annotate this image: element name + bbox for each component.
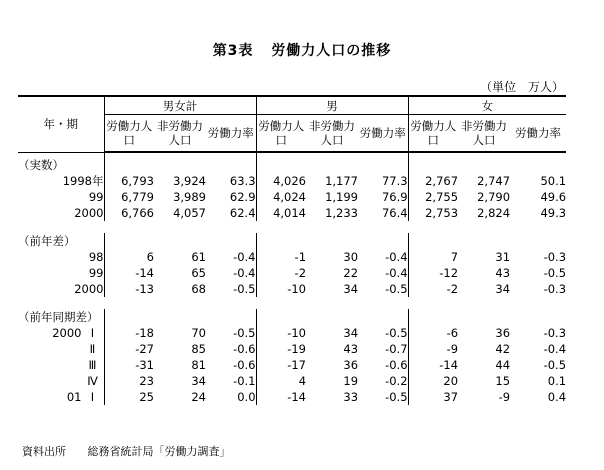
table-cell: -0.5	[233, 326, 256, 340]
table-cell: -0.6	[233, 342, 256, 356]
row-period: Ⅱ	[89, 342, 96, 356]
row-label	[18, 357, 104, 373]
column-header: 労働力人口	[104, 115, 154, 153]
table-cell: 2,753	[408, 205, 458, 221]
table-cell: 15	[495, 374, 511, 388]
table-cell: 2,755	[408, 189, 458, 205]
table-cell: -17	[256, 357, 306, 373]
row-year: 2000	[74, 206, 104, 220]
table-cell: 1,177	[325, 174, 359, 188]
table-cell: -12	[408, 265, 458, 281]
row-label	[18, 189, 104, 205]
table-cell: 42	[495, 342, 511, 356]
row-year: 99	[88, 190, 104, 204]
table-cell: 4,024	[256, 189, 306, 205]
table-row	[18, 189, 566, 205]
table-cell: 49.3	[540, 206, 567, 220]
table-cell: 6,793	[104, 173, 154, 189]
table-cell: 4	[256, 373, 306, 389]
table-cell: 2,767	[408, 173, 458, 189]
table-cell: -0.2	[385, 374, 408, 388]
row-period: Ⅲ	[88, 358, 97, 372]
table-cell: -0.5	[385, 390, 408, 404]
table-cell: -1	[256, 249, 306, 265]
table-row	[18, 249, 566, 265]
table-cell: 19	[343, 374, 359, 388]
table-cell: 25	[104, 389, 154, 405]
table-cell: -0.3	[543, 250, 567, 264]
column-header: 非労働力人口	[458, 115, 510, 153]
row-label	[18, 373, 104, 389]
group-header-total: 男女計	[104, 96, 256, 115]
table-cell: 44	[495, 358, 511, 372]
table-cell: 1,233	[325, 206, 359, 220]
row-label	[18, 281, 104, 297]
column-header: 非労働力人口	[306, 115, 358, 153]
table-cell: 36	[495, 326, 511, 340]
row-year: 98	[88, 250, 104, 264]
table-cell: 6,779	[104, 189, 154, 205]
table-cell: -0.6	[385, 358, 408, 372]
row-label	[18, 325, 104, 341]
row-year: 2000	[74, 282, 104, 296]
row-label	[18, 265, 104, 281]
column-header: 労働力人口	[408, 115, 458, 153]
table-cell: 43	[495, 266, 511, 280]
table-cell: -0.5	[233, 282, 256, 296]
row-period: Ⅰ	[90, 326, 95, 340]
table-cell: -0.5	[385, 326, 408, 340]
table-cell: 61	[191, 250, 206, 264]
table-cell: 2,747	[477, 174, 511, 188]
table-cell: 43	[343, 342, 359, 356]
table-cell: -14	[408, 357, 458, 373]
table-cell: 34	[495, 282, 511, 296]
row-label	[18, 205, 104, 221]
group-header-male: 男	[256, 96, 408, 115]
unit-note	[472, 78, 564, 95]
section-label: （実数）	[18, 157, 64, 172]
table-cell: -13	[104, 281, 154, 297]
row-period: Ⅳ	[87, 374, 98, 388]
table-number: 第3表	[212, 43, 254, 59]
row-label	[18, 389, 104, 405]
row-year: 1998年	[62, 174, 104, 188]
table-cell: -0.4	[543, 342, 567, 356]
row-year: 2000	[52, 326, 82, 340]
table-cell: -0.3	[543, 282, 567, 296]
table-cell: 3,924	[173, 174, 206, 188]
unit-label: （単位	[480, 80, 517, 94]
table-cell: 81	[191, 358, 206, 372]
table-cell: -14	[104, 265, 154, 281]
table-cell: 76.9	[381, 190, 408, 204]
table-cell: -10	[256, 325, 306, 341]
table-cell: 34	[343, 282, 359, 296]
table-cell: -9	[498, 390, 511, 404]
table-cell: 30	[343, 250, 359, 264]
column-header: 労働力人口	[256, 115, 306, 153]
table-cell: -2	[408, 281, 458, 297]
column-header: 労働力率	[206, 115, 256, 153]
table-row	[18, 373, 566, 389]
labor-force-table	[18, 95, 566, 405]
table-cell: 0.0	[237, 390, 256, 404]
table-row	[18, 281, 566, 297]
table-cell: 4,026	[256, 173, 306, 189]
group-header-female: 女	[408, 96, 566, 115]
row-label	[18, 173, 104, 189]
row-year: 01	[66, 390, 82, 404]
table-cell: 0.4	[547, 390, 567, 404]
row-year: 99	[88, 266, 104, 280]
table-cell: 62.4	[229, 206, 256, 220]
table-title	[0, 40, 604, 60]
table-row	[18, 173, 566, 189]
table-cell: 33	[343, 390, 359, 404]
table-cell: 85	[191, 342, 206, 356]
table-cell: 31	[495, 250, 511, 264]
table-cell: -0.5	[543, 266, 567, 280]
column-header: 非労働力人口	[154, 115, 206, 153]
section-label: （前年同期差）	[18, 310, 99, 324]
table-cell: 20	[408, 373, 458, 389]
table-cell: -0.4	[385, 266, 408, 280]
table-cell: -9	[408, 341, 458, 357]
table-cell: -2	[256, 265, 306, 281]
table-cell: -31	[104, 357, 154, 373]
table-row	[18, 325, 566, 341]
table-cell: -0.4	[233, 250, 256, 264]
table-cell: 68	[191, 282, 206, 296]
table-cell: 3,989	[173, 190, 206, 204]
column-header: 労働力率	[358, 115, 408, 153]
table-row	[18, 265, 566, 281]
table-title-text: 労働力人口の推移	[271, 43, 392, 59]
table-cell: -0.6	[233, 358, 256, 372]
table-cell: 76.4	[381, 206, 408, 220]
table-cell: 2,824	[477, 206, 511, 220]
table-cell: 49.6	[540, 190, 567, 204]
table-cell: 7	[408, 249, 458, 265]
table-cell: 4,014	[256, 205, 306, 221]
table-cell: 23	[104, 373, 154, 389]
table-row	[18, 357, 566, 373]
footer	[22, 443, 249, 459]
table-cell: 34	[343, 326, 359, 340]
table-cell: 36	[343, 358, 359, 372]
source-label: 資料出所	[22, 445, 66, 458]
table-cell: 77.3	[381, 174, 408, 188]
table-row	[18, 389, 566, 405]
table-cell: 37	[408, 389, 458, 405]
table-row	[18, 205, 566, 221]
table-cell: -0.5	[385, 282, 408, 296]
table-cell: 1,199	[325, 190, 359, 204]
table-cell: -27	[104, 341, 154, 357]
table-cell: -0.5	[543, 358, 567, 372]
table-cell: -0.4	[385, 250, 408, 264]
table-body	[18, 152, 566, 405]
table-cell: -10	[256, 281, 306, 297]
table-cell: 65	[191, 266, 206, 280]
row-label-header: 年・期	[18, 96, 104, 152]
table-cell: 34	[191, 374, 206, 388]
table-cell: 62.9	[229, 190, 256, 204]
table-cell: -0.7	[385, 342, 408, 356]
table-cell: -14	[256, 389, 306, 405]
row-label	[18, 341, 104, 357]
table-cell: 22	[343, 266, 359, 280]
table-cell: -0.3	[543, 326, 567, 340]
row-label	[18, 249, 104, 265]
table-cell: -6	[408, 325, 458, 341]
table-cell: 6	[104, 249, 154, 265]
table-cell: 4,057	[173, 206, 206, 220]
table-cell: 6,766	[104, 205, 154, 221]
table-cell: -18	[104, 325, 154, 341]
table-cell: 24	[191, 390, 206, 404]
table-row	[18, 341, 566, 357]
table-cell: 63.3	[229, 174, 256, 188]
column-header: 労働力率	[510, 115, 566, 153]
row-period: Ⅰ	[90, 390, 95, 404]
table-cell: 50.1	[540, 174, 567, 188]
table-cell: 0.1	[547, 374, 567, 388]
source-text: 総務省統計局「労働力調査」	[87, 445, 231, 458]
table-cell: -0.1	[233, 374, 256, 388]
table-cell: 70	[191, 326, 206, 340]
section-label: （前年差）	[18, 234, 76, 248]
table-cell: -19	[256, 341, 306, 357]
unit-value: 万人）	[527, 80, 564, 94]
table-cell: 2,790	[477, 190, 511, 204]
table-cell: -0.4	[233, 266, 256, 280]
